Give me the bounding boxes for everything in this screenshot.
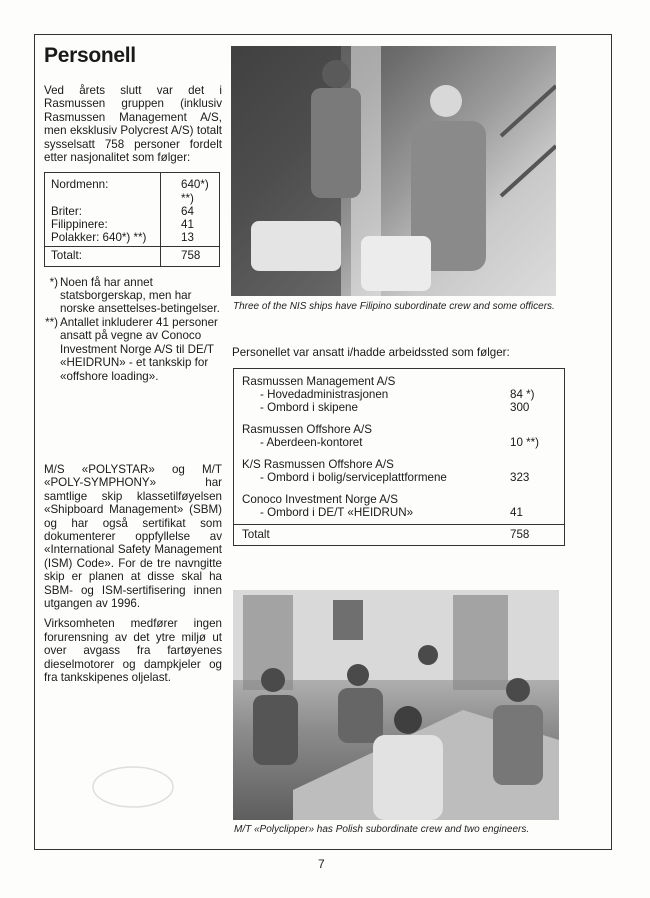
table-total-row — [45, 246, 219, 265]
footnote — [44, 276, 222, 316]
employer-name: Conoco Investment Norge A/S — [242, 493, 398, 506]
environment-paragraph: Virksomheten medfører ingen forurensning av det ytre miljø ut over avgass fra fartøyenes dieselmotorer og dampkjeler og fra tankskipenes oljelast. — [44, 617, 222, 684]
total-value: 758 — [510, 528, 530, 541]
nationality-name: Briter: — [45, 205, 161, 218]
table-row — [242, 388, 556, 401]
table-row — [242, 506, 556, 519]
footnote — [44, 316, 222, 383]
photo-caption: Three of the NIS ships have Filipino subordinate crew and some officers. — [233, 301, 555, 312]
photo-placeholder-icon — [233, 590, 559, 820]
intro-paragraph: Ved årets slutt var det i Rasmussen gruppen (inklusiv Rasmussen Management A/S, men eksklusiv Polycrest A/S) totalt sysselsatt 758 personer fordelt etter nasjonalitet som følger: — [44, 84, 222, 165]
employer-group — [242, 375, 556, 414]
location-label: - Hovedadministrasjonen — [260, 388, 389, 401]
certification-paragraph: M/S «POLYSTAR» og M/T «POLY-SYMPHONY» har samtlige skip klassetilføyelsen «Shipboard Management» (SBM) og har også sertifikat som dokumenterer oppfyllelse av «International Safety Management (ISM) Code». For de tre navngitte skip er planen at disse skal ha SBM- og ISM-sertifisering innen utgangen av 1996. — [44, 462, 222, 610]
headcount: 84 *) — [510, 388, 535, 401]
table-row — [242, 436, 556, 449]
nationality-name: Nordmenn: — [45, 173, 161, 204]
headcount: 10 **) — [510, 436, 540, 449]
table-row — [45, 205, 219, 218]
headcount: 300 — [510, 401, 530, 414]
employment-table — [233, 368, 565, 546]
photo-caption: M/T «Polyclipper» has Polish subordinate crew and two engineers. — [234, 824, 530, 835]
mess-room-photo — [233, 590, 559, 820]
footnote-mark: *) — [49, 275, 58, 289]
total-value: 758 — [181, 249, 201, 263]
footnote-text: Antallet inkluderer 41 personer ansatt på vegne av Conoco Investment Norge A/S til DE/T «HEIDRUN» - et tankskip for «offshore loading». — [60, 315, 218, 383]
nationality-count: 41 — [181, 218, 194, 232]
footnote-mark: **) — [45, 315, 58, 329]
location-label: - Ombord i skipene — [260, 401, 358, 414]
nationality-count: 13 — [181, 231, 194, 245]
footnote-text: Noen få har annet statsborgerskap, men har norske ansettelses-betingelser. — [60, 275, 220, 316]
nationality-count: 64 — [181, 204, 194, 218]
nationality-table — [44, 172, 220, 266]
location-label: - Ombord i DE/T «HEIDRUN» — [260, 506, 414, 519]
page-number: 7 — [318, 857, 325, 871]
employer-group — [242, 493, 556, 519]
employer-name: K/S Rasmussen Offshore A/S — [242, 458, 394, 471]
section-heading: Personell — [44, 44, 136, 67]
employer-name: Rasmussen Offshore A/S — [242, 423, 372, 436]
employer-group — [242, 458, 556, 484]
table-row — [242, 471, 556, 484]
nationality-name: Filippinere: — [45, 218, 161, 231]
left-column — [44, 44, 222, 684]
faded-stamp-icon — [88, 762, 178, 812]
photo-placeholder-icon — [231, 46, 556, 296]
employment-intro: Personellet var ansatt i/hadde arbeidssted som følger: — [232, 346, 510, 359]
total-label: Totalt — [242, 528, 270, 541]
headcount: 41 — [510, 506, 523, 519]
table-row — [242, 401, 556, 414]
nationality-name: Polakker: 640*) **) — [45, 231, 161, 246]
headcount: 323 — [510, 471, 530, 484]
employer-name: Rasmussen Management A/S — [242, 375, 396, 388]
crew-photo — [231, 46, 556, 296]
footnotes — [44, 276, 222, 383]
table-total-row — [234, 524, 564, 545]
table-row — [45, 218, 219, 231]
table-row — [45, 173, 219, 204]
table-row — [45, 231, 219, 246]
employer-group — [242, 423, 556, 449]
location-label: - Ombord i bolig/serviceplattformene — [260, 471, 447, 484]
nationality-count: 640*) **) — [181, 178, 209, 205]
total-label: Totalt: — [45, 247, 161, 265]
location-label: - Aberdeen-kontoret — [260, 436, 363, 449]
